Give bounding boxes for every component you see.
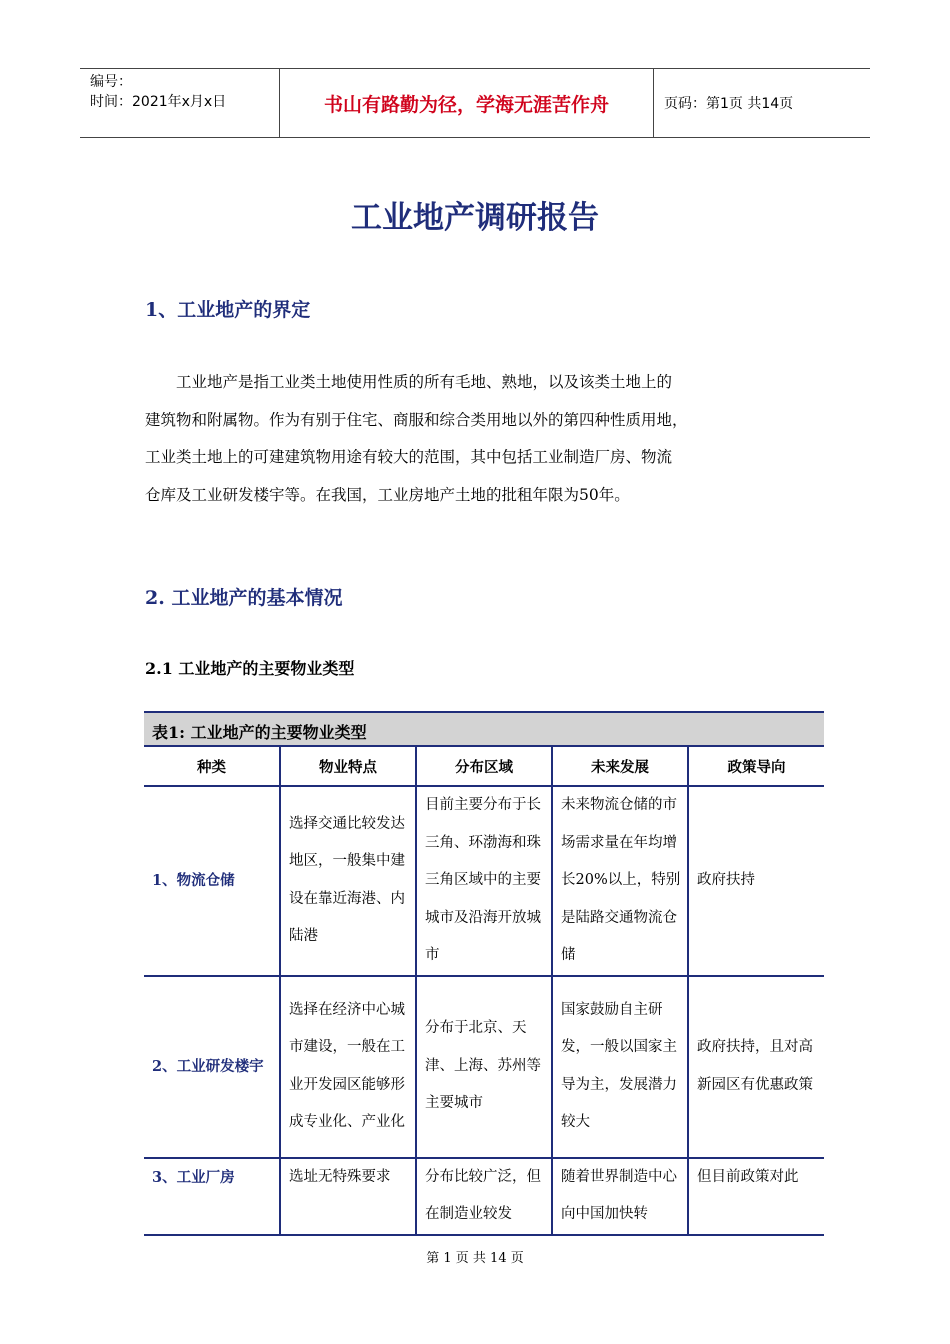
table-cell: 国家鼓励自主研发，一般以国家主导为主，发展潜力较大 [552, 976, 688, 1158]
paragraph-line: 仓库及工业研发楼宇等。在我国，工业房地产土地的批租年限为50年。 [145, 485, 630, 504]
table-cell: 分布于北京、天津、上海、苏州等主要城市 [416, 976, 552, 1158]
property-types-table [144, 747, 824, 1236]
column-header: 种类 [144, 747, 280, 786]
section1-heading: 1、工业地产的界定 [145, 299, 311, 321]
table-cell: 选择交通比较发达地区，一般集中建设在靠近海港、内陆港 [280, 786, 416, 976]
document-title: 工业地产调研报告 [351, 200, 599, 236]
header-motto: 书山有路勤为径，学海无涯苦作舟 [280, 69, 654, 137]
table-row [144, 786, 824, 976]
table-cell: 2、工业研发楼宇 [144, 976, 280, 1158]
table-cell: 3、工业厂房 [144, 1158, 280, 1235]
paragraph-line: 工业类土地上的可建建筑物用途有较大的范围，其中包括工业制造厂房、物流 [145, 448, 673, 466]
section2-subheading: 2.1 工业地产的主要物业类型 [145, 659, 355, 678]
table-cell: 分布比较广泛，但在制造业较发 [416, 1158, 552, 1235]
table-cell: 1、物流仓储 [144, 786, 280, 976]
column-header: 物业特点 [280, 747, 416, 786]
table-cell: 随着世界制造中心向中国加快转 [552, 1158, 688, 1235]
table-cell: 选择在经济中心城市建设，一般在工业开发园区能够形成专业化、产业化 [280, 976, 416, 1158]
table-cell: 选址无特殊要求 [280, 1158, 416, 1235]
table-cell: 政府扶持，且对高新园区有优惠政策 [688, 976, 824, 1158]
table-cell: 目前主要分布于长三角、环渤海和珠三角区域中的主要城市及沿海开放城市 [416, 786, 552, 976]
number-label: 编号： [90, 74, 132, 90]
column-header: 未来发展 [552, 747, 688, 786]
header-meta [80, 69, 280, 137]
table-cell: 未来物流仓储的市场需求量在年均增长20%以上，特别是陆路交通物流仓储 [552, 786, 688, 976]
header-page-info: 页码：第1页 共14页 [664, 96, 794, 112]
time-label: 时间：2021年x月x日 [90, 94, 227, 110]
column-header: 分布区域 [416, 747, 552, 786]
table-row [144, 1158, 824, 1235]
table-cell: 政府扶持 [688, 786, 824, 976]
column-header: 政策导向 [688, 747, 824, 786]
table-caption: 表1: 工业地产的主要物业类型 [144, 711, 824, 747]
page-header [80, 68, 870, 138]
table-header-row [144, 747, 824, 786]
paragraph-line: 工业地产是指工业类土地使用性质的所有毛地、熟地，以及该类土地上的 [145, 373, 673, 391]
paragraph-line: 建筑物和附属物。作为有别于住宅、商服和综合类用地以外的第四种性质用地， [145, 410, 688, 429]
table-cell: 但目前政策对此 [688, 1158, 824, 1235]
section2-heading: 2. 工业地产的基本情况 [145, 587, 343, 609]
page-footer: 第 1 页 共 14 页 [426, 1251, 524, 1266]
table-row [144, 976, 824, 1158]
section1-paragraph [145, 364, 805, 514]
